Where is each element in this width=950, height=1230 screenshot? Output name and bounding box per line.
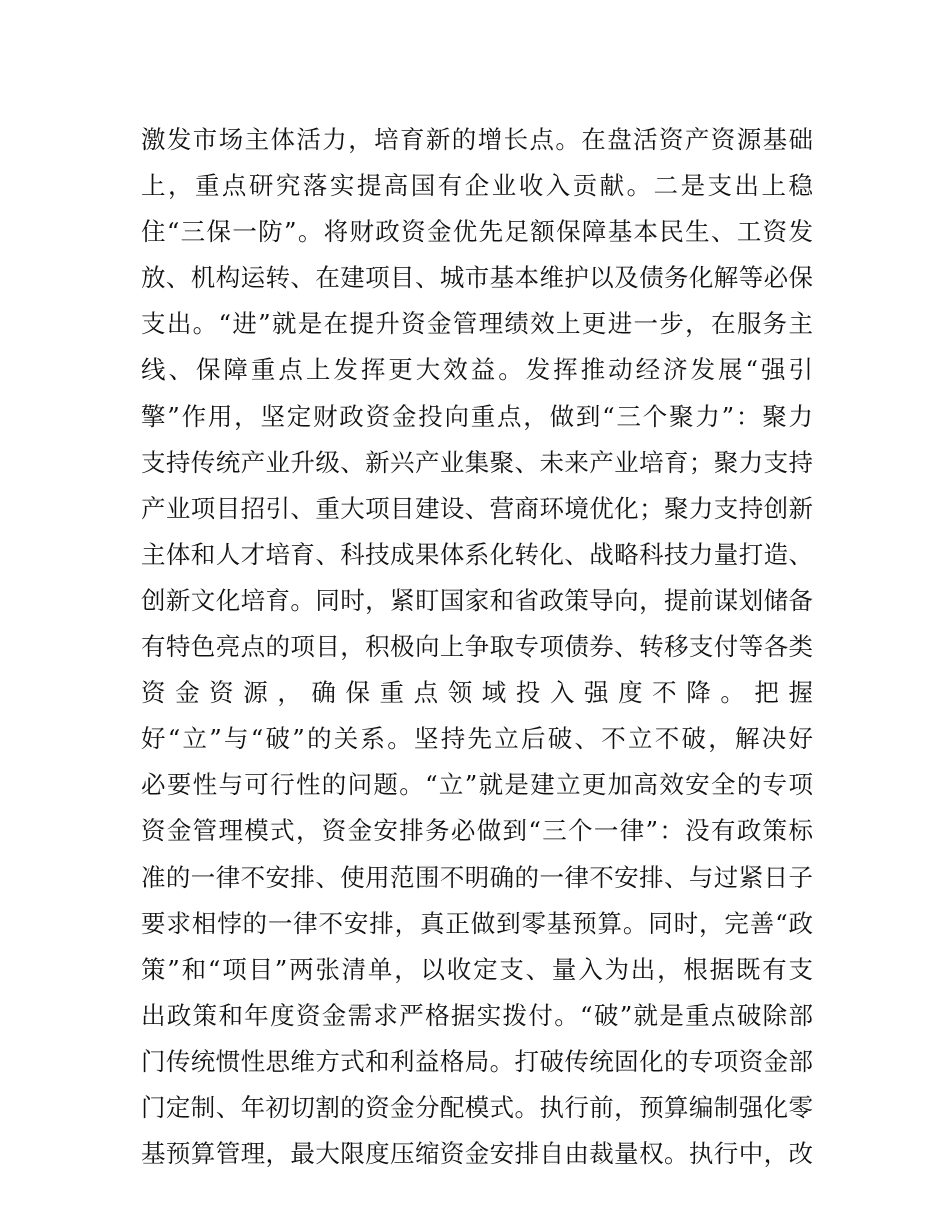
text-line: 支出。“进”就是在提升资金管理绩效上更进一步，在服务主 [141, 309, 813, 339]
text-line: 好“立”与“破”的关系。坚持先立后破、不立不破，解决好 [141, 724, 813, 754]
text-line: 门传统惯性思维方式和利益格局。打破传统固化的专项资金部 [141, 1046, 813, 1076]
text-line: 必要性与可行性的问题。“立”就是建立更加高效安全的专项 [141, 770, 813, 800]
text-line: 产业项目招引、重大项目建设、营商环境优化；聚力支持创新 [141, 493, 813, 523]
text-line: 出政策和年度资金需求严格据实拨付。“破”就是重点破除部 [141, 1000, 813, 1030]
text-line: 准的一律不安排、使用范围不明确的一律不安排、与过紧日子 [141, 862, 813, 892]
text-line: 上，重点研究落实提高国有企业收入贡献。二是支出上稳 [141, 171, 813, 201]
body-paragraph [141, 117, 813, 1177]
text-line: 支持传统产业升级、新兴产业集聚、未来产业培育；聚力支持 [141, 447, 813, 477]
text-line: 创新文化培育。同时，紧盯国家和省政策导向，提前谋划储备 [141, 585, 813, 615]
text-line: 激发市场主体活力，培育新的增长点。在盘活资产资源基础 [141, 125, 813, 154]
text-line: 策”和“项目”两张清单，以收定支、量入为出，根据既有支 [141, 954, 813, 984]
text-line: 有特色亮点的项目，积极向上争取专项债券、转移支付等各类 [141, 632, 813, 662]
text-line: 门定制、年初切割的资金分配模式。执行前，预算编制强化零 [141, 1092, 813, 1122]
text-line: 资金资源，确保重点领域投入强度不降。把握 [141, 678, 813, 708]
text-line: 线、保障重点上发挥更大效益。发挥推动经济发展“强引 [141, 355, 813, 385]
text-line: 基预算管理，最大限度压缩资金安排自由裁量权。执行中，改 [141, 1139, 813, 1169]
text-line: 要求相悖的一律不安排，真正做到零基预算。同时，完善“政 [141, 908, 813, 938]
text-line: 主体和人才培育、科技成果体系化转化、战略科技力量打造、 [141, 539, 813, 569]
text-line: 资金管理模式，资金安排务必做到“三个一律”：没有政策标 [141, 816, 813, 846]
text-line: 住“三保一防”。将财政资金优先足额保障基本民生、工资发 [141, 217, 813, 247]
text-line: 擎”作用，坚定财政资金投向重点，做到“三个聚力”：聚力 [141, 401, 813, 431]
text-line: 放、机构运转、在建项目、城市基本维护以及债务化解等必保 [141, 263, 813, 293]
